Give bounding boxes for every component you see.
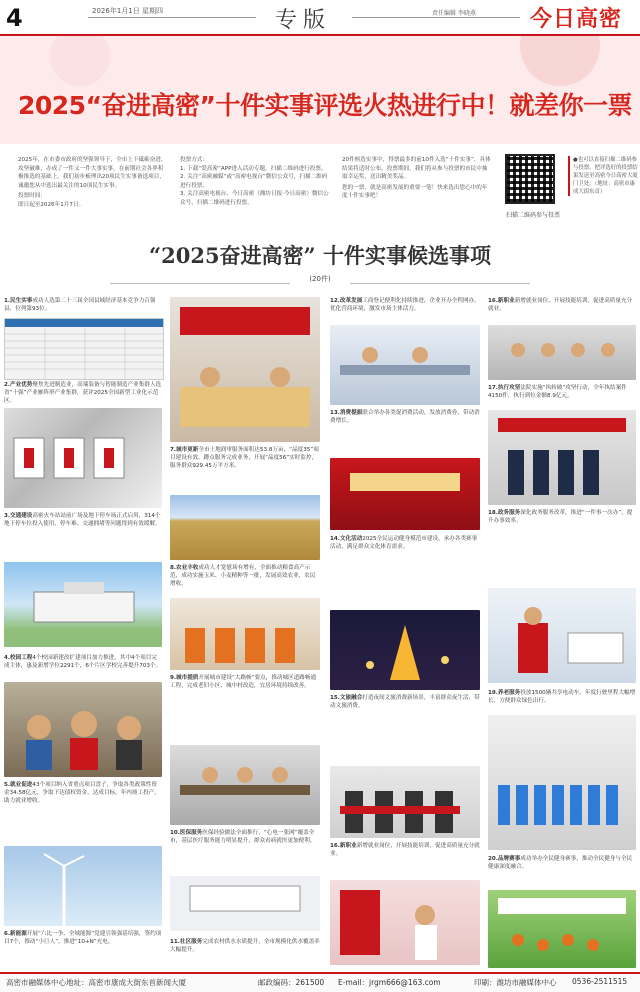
service-window-photo	[488, 588, 636, 683]
event-stage-photo	[330, 458, 480, 530]
qr-caption: 扫描二维码参与投票	[506, 212, 561, 219]
item-text: 43个项目纳入省重点项目盘子，争取各类政策性资金34.58亿元，争取下达债权资金，达成目标，年内竣工投产，助力就业增收。	[4, 782, 160, 804]
footer-printer: 印刷：潍坊市融媒体中心	[474, 978, 557, 987]
item-title: 2.产业优势	[4, 382, 33, 388]
candidate-item-16	[330, 842, 480, 858]
subtitle-rule-right	[350, 283, 530, 284]
header-rule-left	[88, 17, 256, 18]
page-footer	[0, 972, 640, 992]
item-text: 完成农村供水水质提升，全市规模化供水覆盖率大幅提升。	[170, 939, 320, 953]
item-title: 16.新职业	[488, 298, 515, 304]
marathon-photo	[488, 890, 636, 968]
candidate-item-16b	[488, 297, 636, 313]
shared-bikes-photo	[488, 715, 636, 850]
main-headline: 2025“奋进高密”十件实事评选火热进行中！就差你一票	[18, 91, 632, 120]
candidate-item-5	[4, 781, 162, 805]
candidate-item-12	[330, 297, 480, 313]
meeting-photo	[170, 745, 320, 825]
candidate-item-18	[488, 509, 636, 525]
item-title: 14.文化活动	[330, 536, 363, 542]
award-ceremony-photo	[330, 766, 480, 838]
item-title: 13.消费提振	[330, 410, 363, 416]
farmland-photo	[170, 495, 320, 560]
item-title: 1.民生实事	[4, 298, 33, 304]
item-title: 10.医保服务	[170, 830, 203, 836]
item-title: 3.交通建设	[4, 513, 33, 519]
wind-turbine-photo	[4, 846, 162, 926]
intro-paragraph: 2. 关注“高密融媒”或“高密电视台”微信公众号，扫描二维码进行投票。	[180, 174, 328, 189]
candidates-title: “2025奋进高密” 十件实事候选事项	[149, 243, 491, 268]
item-title: 18.政务服务	[488, 510, 521, 516]
item-title: 6.新能源	[4, 931, 27, 937]
intro-paragraph: 1. 下载“爱高密”APP进入活动专题，扫描二维码进行投票。	[180, 165, 327, 172]
qr-code[interactable]	[505, 154, 555, 204]
item-title: 9.城市提质	[170, 675, 199, 681]
candidate-item-8	[170, 564, 320, 588]
factory-photo	[4, 408, 162, 508]
item-text: 成功举办全民健身赛事，推动全民健身与全民健康深度融合。	[488, 856, 633, 870]
candidate-item-6	[4, 930, 162, 946]
footer-address: 高密市融媒体中心地址：高密市康成大街东首新闻大厦	[6, 978, 186, 987]
candidate-item-19	[488, 689, 636, 705]
footer-postcode: 邮政编码：261500	[258, 978, 325, 987]
item-text: 高密火车站站前广场及地下停车场正式启用，314个地下停车位投入使用，停车难、交通拥堵等问题得到有效缓解。	[4, 513, 161, 527]
intro-column-3	[342, 156, 492, 201]
market-photo	[170, 297, 320, 442]
volunteers-photo	[170, 598, 320, 670]
intro-paragraph: 您的一票，就是高密发展的重要一笔！快来选出您心中的年度十件实事吧！	[342, 184, 488, 199]
header-rule-right	[352, 17, 520, 18]
intro-paragraph: 20件候选实事中，得票最多的前10件入选“十件实事”，具体结果将适时公布。投票期间，我们将从参与投票的市民中抽取幸运奖，送出精美奖品。	[342, 157, 491, 180]
medical-office-photo	[170, 876, 320, 931]
candidate-item-3	[4, 512, 162, 528]
candidate-item-10	[170, 829, 320, 845]
item-title: 12.改革发展	[330, 298, 363, 304]
intro-paragraph: 2025年，在市委市政府的坚强领导下，全市上下砥砺奋进、攻坚破难，办成了一件又一件大事实事，在前期社会各界积极推选的基础上，我们初步梳理出20项民生实事备选项目，诚邀您从中选出最关注的10项民生实事。	[18, 157, 167, 189]
item-title: 20.品牌赛事	[488, 856, 521, 862]
item-title: 4.校园工程	[4, 655, 33, 661]
enforcement-photo	[488, 410, 636, 505]
candidate-item-15	[330, 694, 480, 710]
item-title: 17.执行攻坚	[488, 385, 521, 391]
item-text: 联合举办各类促消费活动，发放消费券，带动消费增长。	[330, 410, 480, 424]
candidate-item-20	[488, 855, 636, 871]
item-text: 开展城市建设“大路畅”要点，推动城区道路畅通工程，完成老旧小区、城中村改造，宜居环境持续改善。	[170, 675, 317, 689]
qr-note: ●也可以直接扫描二维码参与投票，把评选好的投票结果发送至高密今日高密大厦门卫处。（地址：高密市康成大街东首）	[568, 156, 639, 196]
item-title: 15.文旅融合	[330, 695, 363, 701]
intro-paragraph: 投票方式：	[180, 157, 208, 163]
editor-credit: 责任编辑 李晓燕	[432, 10, 476, 17]
table-image	[4, 318, 164, 380]
intro-column-1	[18, 156, 168, 209]
candidate-item-14	[330, 535, 480, 551]
intro-paragraph: 即日起至2026年1月7日。	[18, 201, 85, 208]
night-lights-photo	[330, 610, 480, 690]
item-text: 医保经验做法全面推行，“心电一张网”覆盖全市，基层医疗服务能力明显提升，群众看病就医更加便利。	[170, 830, 316, 844]
intro-column-2	[180, 156, 330, 207]
item-text: 深化政务服务改革，推进“一件事一次办”，提升办事效率。	[488, 510, 633, 524]
candidates-count: (20件)	[309, 275, 331, 283]
classroom-photo	[4, 682, 162, 777]
section-title: 专版	[275, 8, 332, 33]
item-text: 成功人才宽慰场有增有，全面推动粮食高产示范，成功实施玉米、小麦精种等一批，发展高效农业，农民增收。	[170, 565, 316, 587]
job-fair-photo	[330, 880, 480, 965]
item-text: 新增就业岗位，开展技能培训，促进高质量充分就业。	[330, 843, 480, 857]
candidate-item-1	[4, 297, 162, 313]
item-text: 2025全民运动健身模范市建设，承办各类赛事活动，满足群众文化体育需求。	[330, 536, 478, 550]
intro-paragraph: 投票时间：	[18, 193, 46, 199]
newspaper-logo: 今日高密	[530, 6, 623, 32]
station-photo	[4, 562, 162, 647]
item-text: 开展“六比一争、全域能源”党建引领强基培强，签约项目7个，推动“小巨人”，推进“10+N”充电。	[4, 931, 162, 945]
candidate-item-7	[170, 446, 320, 470]
page-number: 4	[6, 4, 23, 32]
item-text: 新增就业岗位，开展技能培训，促进高质量充分就业。	[488, 298, 633, 312]
item-title: 16.新职业	[330, 843, 357, 849]
item-title: 19.养老服务	[488, 690, 521, 696]
item-title: 7.城市更新	[170, 447, 199, 453]
item-text: 聚焦先进制造业，高端装备与智能制造产业集群人选省“十强”产业雁阵形产业集群，获评2025全国新型工业化示范区。	[4, 382, 162, 404]
item-text: 打造夜间文旅消费新场景，丰富群众夜生活，带动文旅消费。	[330, 695, 480, 709]
item-title: 11.社区服务	[170, 939, 203, 945]
candidate-item-4	[4, 654, 162, 670]
candidate-item-9	[170, 674, 320, 690]
candidate-item-13	[330, 409, 480, 425]
item-title: 5.就业促进	[4, 782, 33, 788]
candidate-item-11	[170, 938, 320, 954]
item-text: 成功人选第二十三届全国县域经济基本竞争力百强县，位列第93位。	[4, 298, 156, 312]
item-text: 工商登记便利化持续推进，企业开办全程网办，优化营商环境，激发市场主体活力。	[330, 298, 480, 312]
service-hall-photo	[330, 325, 480, 405]
candidate-item-17	[488, 384, 636, 400]
candidate-item-2	[4, 381, 162, 405]
item-text: 4个校园新建改扩建项目加力推进，其中4个项目完成主体，惠及新增学位2291个，6个片区学校完善提升703个。	[4, 655, 162, 669]
item-title: 8.农业丰收	[170, 565, 199, 571]
elderly-care-photo	[488, 325, 636, 380]
footer-phone: 0536-2511515	[572, 977, 628, 986]
item-text: 投放1500辆共享电动车，年度行驶里程大幅增长，方便群众绿色出行。	[488, 690, 636, 704]
footer-email: E-mail：jrgm666@163.com	[338, 978, 441, 987]
item-text: 全市土地润审服务面积达53.8万亩，“晶度35”项目建设有效，蹲点服务完成业务，开展“晶度56”实时监控，服务群众929.45万平方米。	[170, 447, 319, 469]
intro-paragraph: 3. 关注高密电视台、今日高密（潍坊日报·今日高密）微信公众号，扫描二维码进行投票。	[180, 191, 329, 206]
item-text: 法院实施“执转破”攻坚行动，全年执结案件4150件，执行到位金额8.9亿元。	[488, 385, 627, 399]
issue-date: 2026年1月1日 星期四	[92, 7, 163, 15]
